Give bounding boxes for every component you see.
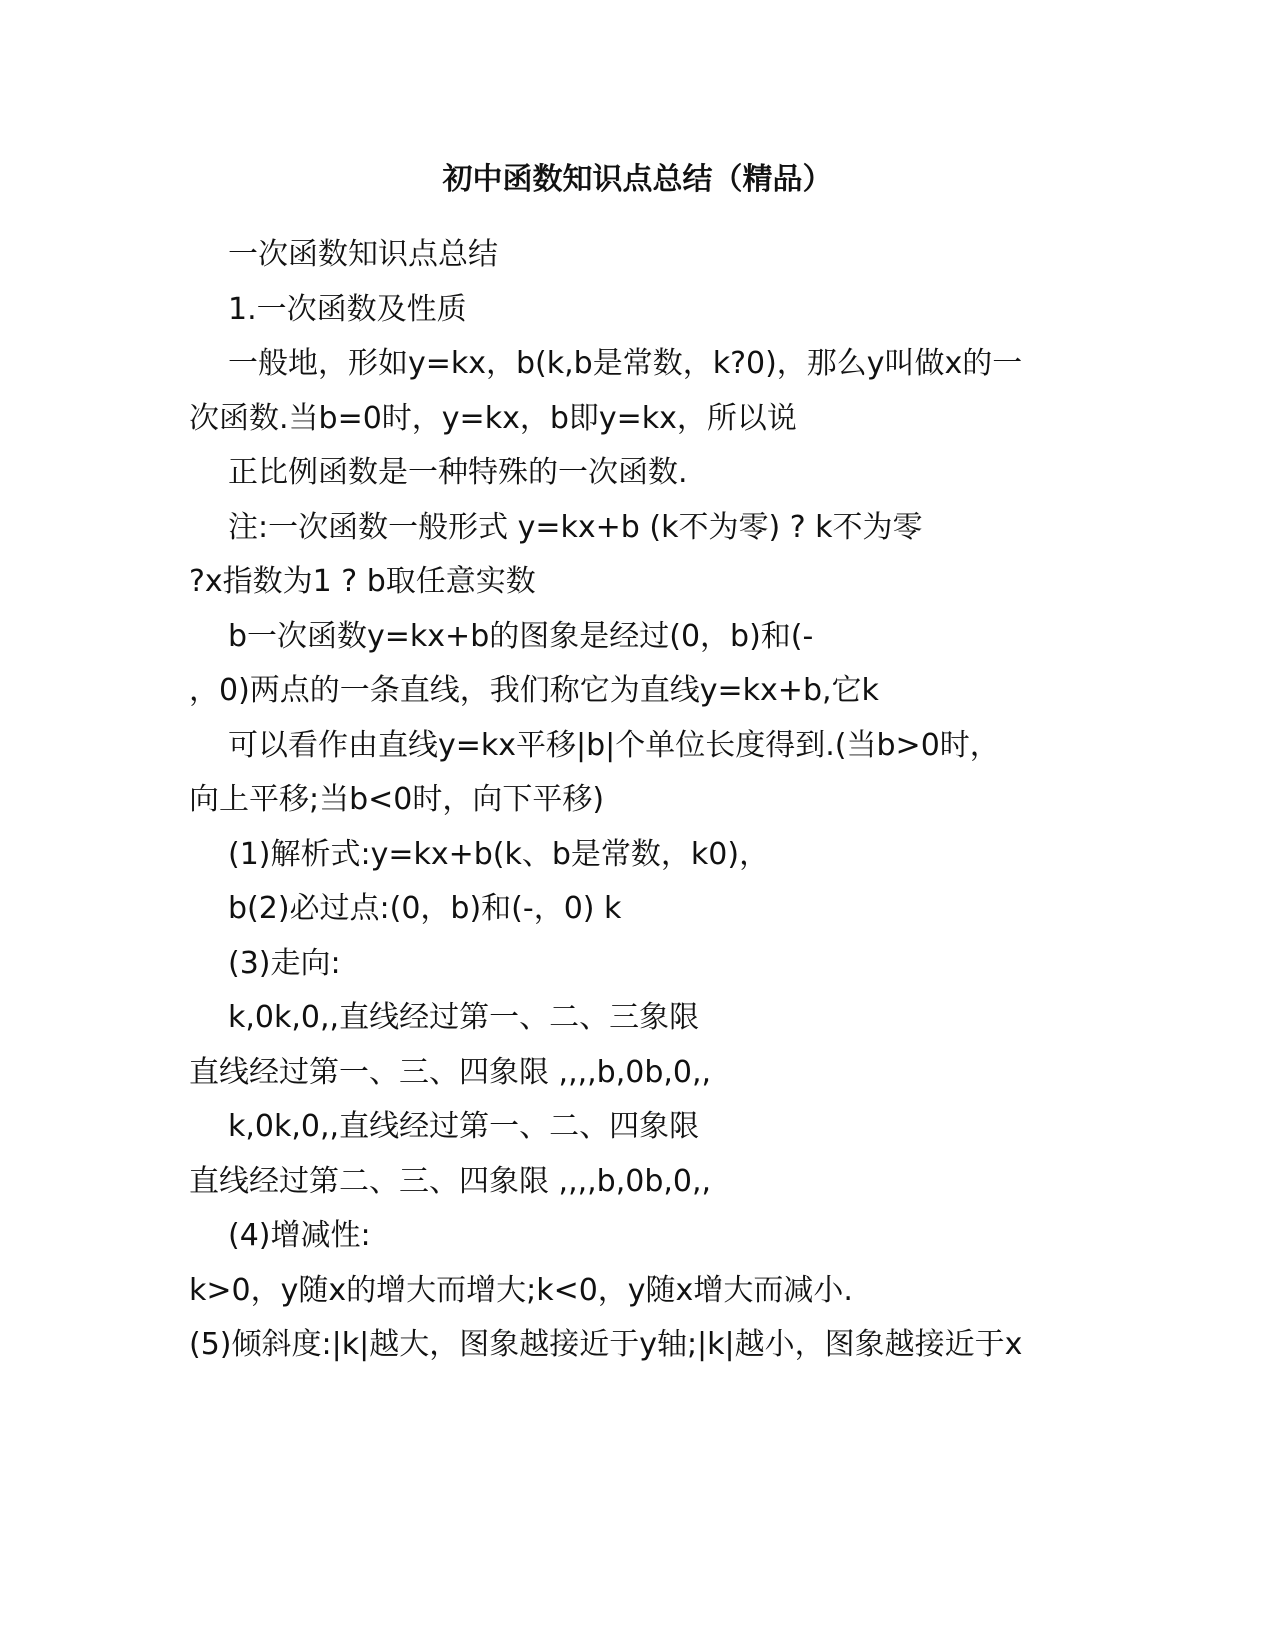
text-line: ，0)两点的一条直线，我们称它为直线y=kx+b,它k: [189, 673, 879, 708]
text-line: 直线经过第二、三、四象限 ,,,,b,0b,0,,: [189, 1164, 712, 1199]
text-line: k>0，y随x的增大而增大;k<0，y随x增大而减小.: [189, 1273, 853, 1308]
text-line: b一次函数y=kx+b的图象是经过(0，b)和(-: [228, 619, 814, 654]
text-line: k,0k,0,,直线经过第一、二、三象限: [228, 1000, 700, 1035]
text-line: 次函数.当b=0时，y=kx，b即y=kx，所以说: [189, 401, 797, 436]
text-line: ?x指数为1 ? b取任意实数: [189, 564, 536, 599]
text-line: 向上平移;当b<0时，向下平移): [189, 782, 605, 817]
text-line: 注:一次函数一般形式 y=kx+b (k不为零) ? k不为零: [228, 510, 923, 545]
text-line: (4)增减性:: [228, 1218, 371, 1253]
document-title: 初中函数知识点总结（精品）: [442, 162, 833, 197]
subsection-heading: 1.一次函数及性质: [228, 292, 467, 327]
text-line: (1)解析式:y=kx+b(k、b是常数，k0)，: [228, 837, 770, 872]
text-line: (3)走向:: [228, 946, 341, 981]
text-line: 可以看作由直线y=kx平移|b|个单位长度得到.(当b>0时，: [228, 728, 1000, 763]
text-line: 正比例函数是一种特殊的一次函数.: [228, 455, 688, 490]
text-line: (5)倾斜度:|k|越大，图象越接近于y轴;|k|越小，图象越接近于x: [189, 1327, 1023, 1362]
text-line: b(2)必过点:(0，b)和(-，0) k: [228, 891, 622, 926]
text-line: 一般地，形如y=kx，b(k,b是常数，k?0)，那么y叫做x的一: [228, 346, 1023, 381]
text-line: k,0k,0,,直线经过第一、二、四象限: [228, 1109, 700, 1144]
section-heading: 一次函数知识点总结: [228, 237, 498, 272]
text-line: 直线经过第一、三、四象限 ,,,,b,0b,0,,: [189, 1055, 712, 1090]
